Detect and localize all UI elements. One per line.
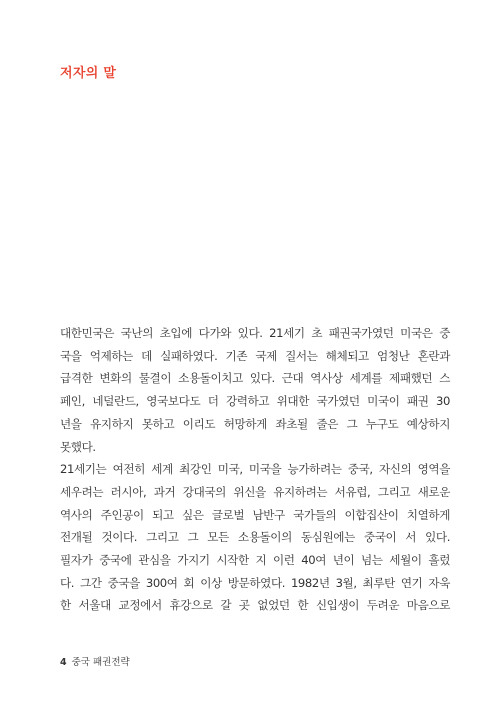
page-footer [60, 656, 130, 670]
body-line: 대한민국은 국난의 초입에 다가와 있다. 21세기 초 패권국가였던 미국은 중 [60, 326, 450, 340]
body-line: 급격한 변화의 물결이 소용돌이치고 있다. 근대 역사상 세계를 제패했던 스 [60, 371, 450, 386]
body-line: 역사의 주인공이 되고 싶은 글로벌 남반구 국가들의 이합집산이 치열하게 [60, 507, 450, 522]
body-line: 다. 그간 중국을 300여 회 이상 방문하였다. 1982년 3월, 최루탄 연기 자욱 [60, 575, 450, 590]
body-line: 국을 억제하는 데 실패하였다. 기존 국제 질서는 해체되고 엄청난 혼란과 [60, 348, 450, 363]
body-line: 세우려는 러시아, 과거 강대국의 위신을 유지하려는 서유럽, 그리고 새로운 [60, 484, 450, 499]
body-line: 못했다. [60, 439, 96, 454]
body-line: 필자가 중국에 관심을 가지기 시작한 지 이런 40여 년이 넘는 세월이 흘렀 [60, 553, 450, 568]
section-heading: 저자의 말 [60, 66, 117, 81]
body-line: 21세기는 여전히 세계 최강인 미국, 미국을 능가하려는 중국, 자신의 영역을 [60, 462, 450, 477]
body-line: 한 서울대 교정에서 휴강으로 갈 곳 없었던 한 신입생이 두려운 마음으로 [60, 598, 450, 613]
body-line: 전개될 것이다. 그리고 그 모든 소용돌이의 동심원에는 중국이 서 있다. [60, 530, 450, 545]
body-line: 페인, 네덜란드, 영국보다도 더 강력하고 위대한 국가였던 미국이 패권 30 [60, 394, 450, 409]
body-line: 년을 유지하지 못하고 이리도 허망하게 좌초될 줄은 그 누구도 예상하지 [60, 416, 450, 431]
page-number: 4 [60, 657, 67, 668]
running-title: 중국 패권전략 [71, 657, 130, 668]
body-text [60, 322, 450, 617]
